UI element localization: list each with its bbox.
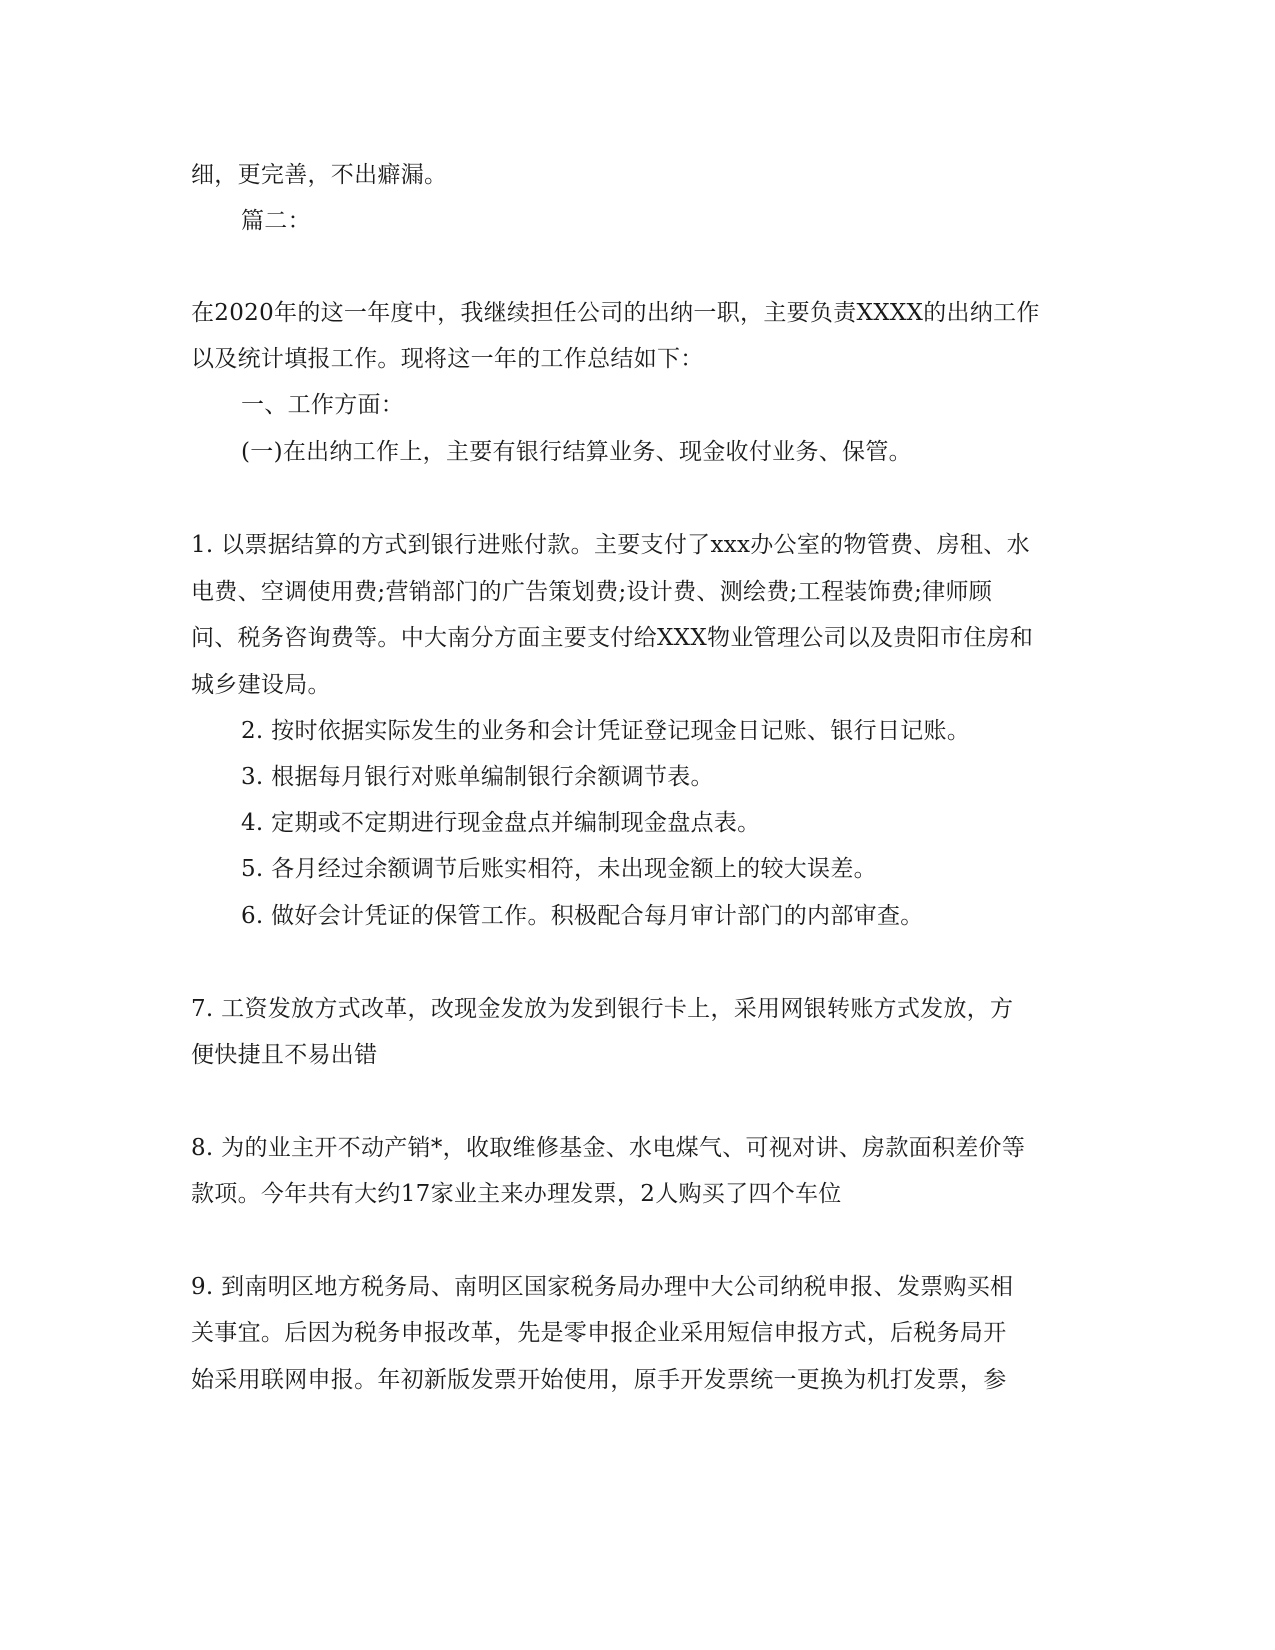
- subheading: 一、工作方面：: [241, 392, 405, 418]
- list-item: 1. 以票据结算的方式到银行进账付款。主要支付了xxx办公室的物管费、房租、水: [191, 532, 1030, 558]
- list-item: 8. 为的业主开不动产销*，收取维修基金、水电煤气、可视对讲、房款面积差价等: [191, 1135, 1026, 1161]
- text-line: 电费、空调使用费;营销部门的广告策划费;设计费、测绘费;工程装饰费;律师顾: [191, 579, 993, 605]
- list-item: 7. 工资发放方式改革，改现金发放为发到银行卡上，采用网银转账方式发放，方: [191, 996, 1014, 1022]
- text-line: 问、税务咨询费等。中大南分方面主要支付给XXX物业管理公司以及贵阳市住房和: [191, 625, 1034, 651]
- text-line: 以及统计填报工作。现将这一年的工作总结如下：: [191, 346, 704, 372]
- text-line: 在2020年的这一年度中，我继续担任公司的出纳一职，主要负责XXXX的出纳工作: [191, 300, 1040, 326]
- list-item: 3. 根据每月银行对账单编制银行余额调节表。: [241, 764, 714, 790]
- list-item: 2. 按时依据实际发生的业务和会计凭证登记现金日记账、银行日记账。: [241, 718, 971, 744]
- text-line: 关事宜。后因为税务申报改革，先是零申报企业采用短信申报方式，后税务局开: [191, 1320, 1007, 1346]
- list-item: 5. 各月经过余额调节后账实相符，未出现金额上的较大误差。: [241, 856, 877, 882]
- subheading: (一)在出纳工作上，主要有银行结算业务、现金收付业务、保管。: [241, 439, 912, 465]
- text-line: 便快捷且不易出错: [191, 1042, 378, 1068]
- section-heading: 篇二：: [241, 208, 311, 234]
- list-item: 9. 到南明区地方税务局、南明区国家税务局办理中大公司纳税申报、发票购买相: [191, 1274, 1014, 1300]
- list-item: 6. 做好会计凭证的保管工作。积极配合每月审计部门的内部审查。: [241, 903, 924, 929]
- text-line: 细，更完善，不出癖漏。: [191, 162, 448, 188]
- text-line: 款项。今年共有大约17家业主来办理发票，2人购买了四个车位: [191, 1181, 842, 1207]
- list-item: 4. 定期或不定期进行现金盘点并编制现金盘点表。: [241, 810, 761, 836]
- text-line: 始采用联网申报。年初新版发票开始使用，原手开发票统一更换为机打发票，参: [191, 1367, 1007, 1393]
- text-line: 城乡建设局。: [191, 672, 331, 698]
